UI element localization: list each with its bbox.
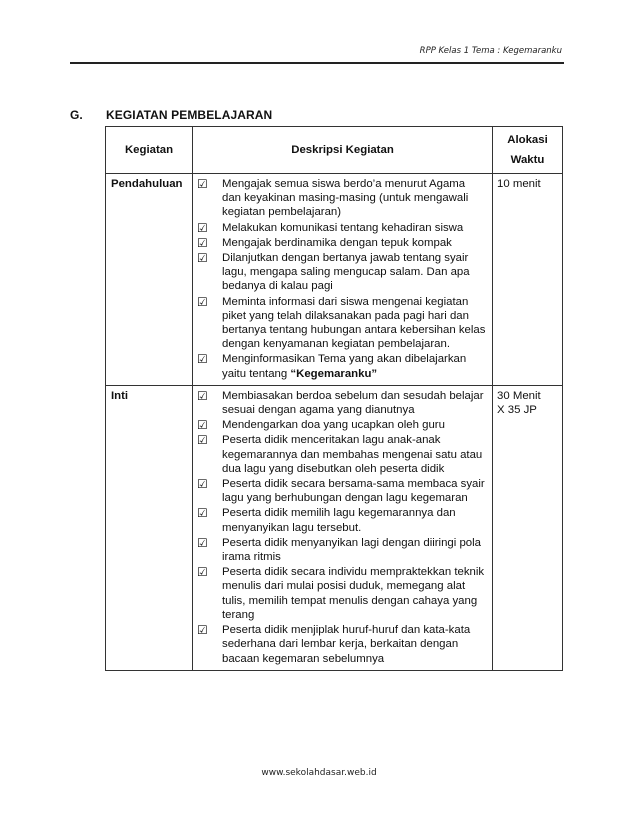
list-item [197, 352, 486, 380]
item-text-wrap [219, 236, 486, 250]
item-text: Peserta didik menceritakan lagu anak-anak kegemarannya dan membahas mengenai satu atau dua lagu yang disebutkan oleh peserta didik [222, 434, 483, 475]
table-header-row [106, 127, 563, 174]
section-number: G. [70, 108, 83, 122]
item-text-wrap [219, 177, 486, 220]
list-item [197, 295, 486, 352]
phase-label: Inti [106, 385, 193, 670]
item-text-wrap [219, 506, 486, 534]
item-text: Membiasakan berdoa sebelum dan sesudah belajar sesuai dengan agama yang dianutnya [222, 389, 484, 417]
page-footer: www.sekolahdasar.web.id [261, 768, 377, 778]
list-item [197, 565, 486, 622]
item-text-wrap [219, 251, 486, 294]
section-heading [70, 108, 272, 122]
checkbox-icon: ☑ [197, 177, 208, 191]
list-item [197, 433, 486, 476]
item-emphasis: “Kegemaranku” [290, 367, 378, 380]
time-allocation [493, 385, 563, 670]
item-text-wrap [219, 352, 486, 380]
header-deskripsi: Deskripsi Kegiatan [193, 127, 493, 174]
header-alokasi-line1: Alokasi [507, 134, 548, 146]
time-line: X 35 JP [497, 404, 537, 417]
item-text: Mengajak berdinamika dengan tepuk kompak [222, 236, 452, 249]
checkbox-icon: ☑ [197, 220, 208, 235]
item-text-wrap [219, 221, 486, 235]
phase-label: Pendahuluan [106, 174, 193, 386]
checkbox-icon: ☑ [197, 623, 208, 638]
item-text: Peserta didik memilih lagu kegemarannya dan menyanyikan lagu tersebut. [222, 507, 456, 534]
list-item [197, 623, 486, 666]
header-alokasi [493, 127, 563, 174]
header-rule [70, 62, 564, 64]
description-cell [193, 385, 493, 670]
checkbox-icon: ☑ [197, 506, 208, 521]
description-cell [193, 174, 493, 386]
header-kegiatan: Kegiatan [106, 127, 193, 174]
section-title: KEGIATAN PEMBELAJARAN [106, 108, 273, 122]
list-item [197, 236, 486, 250]
checkbox-icon: ☑ [197, 433, 208, 448]
item-text-wrap [219, 295, 486, 352]
list-item [197, 418, 486, 432]
checkbox-icon: ☑ [197, 294, 208, 309]
item-text: Peserta didik menjiplak huruf-huruf dan kata-kata sederhana dari lembar kerja, berkaitan dengan bacaan kegemaran sebelumnya [222, 624, 471, 665]
item-text: Peserta didik menyanyikan lagi dengan diiringi pola irama ritmis [222, 536, 481, 564]
header-alokasi-line2: Waktu [510, 154, 545, 166]
checkbox-icon: ☑ [197, 235, 208, 250]
checkbox-icon: ☑ [197, 388, 208, 403]
item-text: Peserta didik secara bersama-sama membaca syair lagu yang berhubungan dengan lagu kegemaran [222, 478, 485, 505]
checkbox-icon: ☑ [197, 565, 208, 580]
item-text-wrap [219, 477, 486, 505]
table-row [106, 385, 563, 670]
item-text: Peserta didik secara individu mempraktekkan teknik menulis dari mulai posisi duduk, memegang alat tulis, memilih tempat menulis dengan cahaya yang terang [222, 566, 485, 621]
list-item [197, 251, 486, 294]
checkbox-icon: ☑ [197, 477, 208, 492]
activities-table [105, 126, 563, 671]
time-line: 30 Menit [497, 389, 541, 402]
item-text-wrap [219, 565, 486, 622]
item-text: Meminta informasi dari siswa mengenai kegiatan piket yang telah dilaksanakan pada pagi hari dan bertanya tentang hubungan antara kebersihan kelas dengan kenyamanan kegiatan pembelajaran. [222, 295, 486, 351]
checkbox-icon: ☑ [197, 251, 208, 266]
item-text-wrap [219, 623, 486, 666]
item-text-wrap [219, 418, 486, 432]
item-text-wrap [219, 536, 486, 564]
checkbox-icon: ☑ [197, 352, 208, 367]
time-allocation [493, 174, 563, 386]
checkbox-icon: ☑ [197, 535, 208, 550]
item-text: Melakukan komunikasi tentang kehadiran siswa [222, 221, 464, 234]
time-line: 10 menit [497, 178, 541, 190]
list-item [197, 389, 486, 417]
item-text-wrap [219, 433, 486, 476]
item-text: Mengajak semua siswa berdo’a menurut Agama dan keyakinan masing-masing (untuk mengawali kegiatan pembelajaran) [222, 178, 469, 219]
item-text: Menginformasikan Tema yang akan dibelajarkan yaitu tentang [222, 353, 467, 380]
item-text: Dilanjutkan dengan bertanya jawab tentang syair lagu, mengapa saling mengucap salam. Dan apa bedanya di kalau pagi [222, 252, 470, 293]
list-item [197, 506, 486, 534]
running-header: RPP Kelas 1 Tema : Kegemaranku [419, 46, 562, 56]
item-text: Mendengarkan doa yang ucapkan oleh guru [222, 419, 445, 432]
checkbox-icon: ☑ [197, 418, 208, 433]
list-item [197, 177, 486, 220]
list-item [197, 536, 486, 564]
item-text-wrap [219, 389, 486, 417]
list-item [197, 477, 486, 505]
table-row [106, 174, 563, 386]
list-item [197, 221, 486, 235]
